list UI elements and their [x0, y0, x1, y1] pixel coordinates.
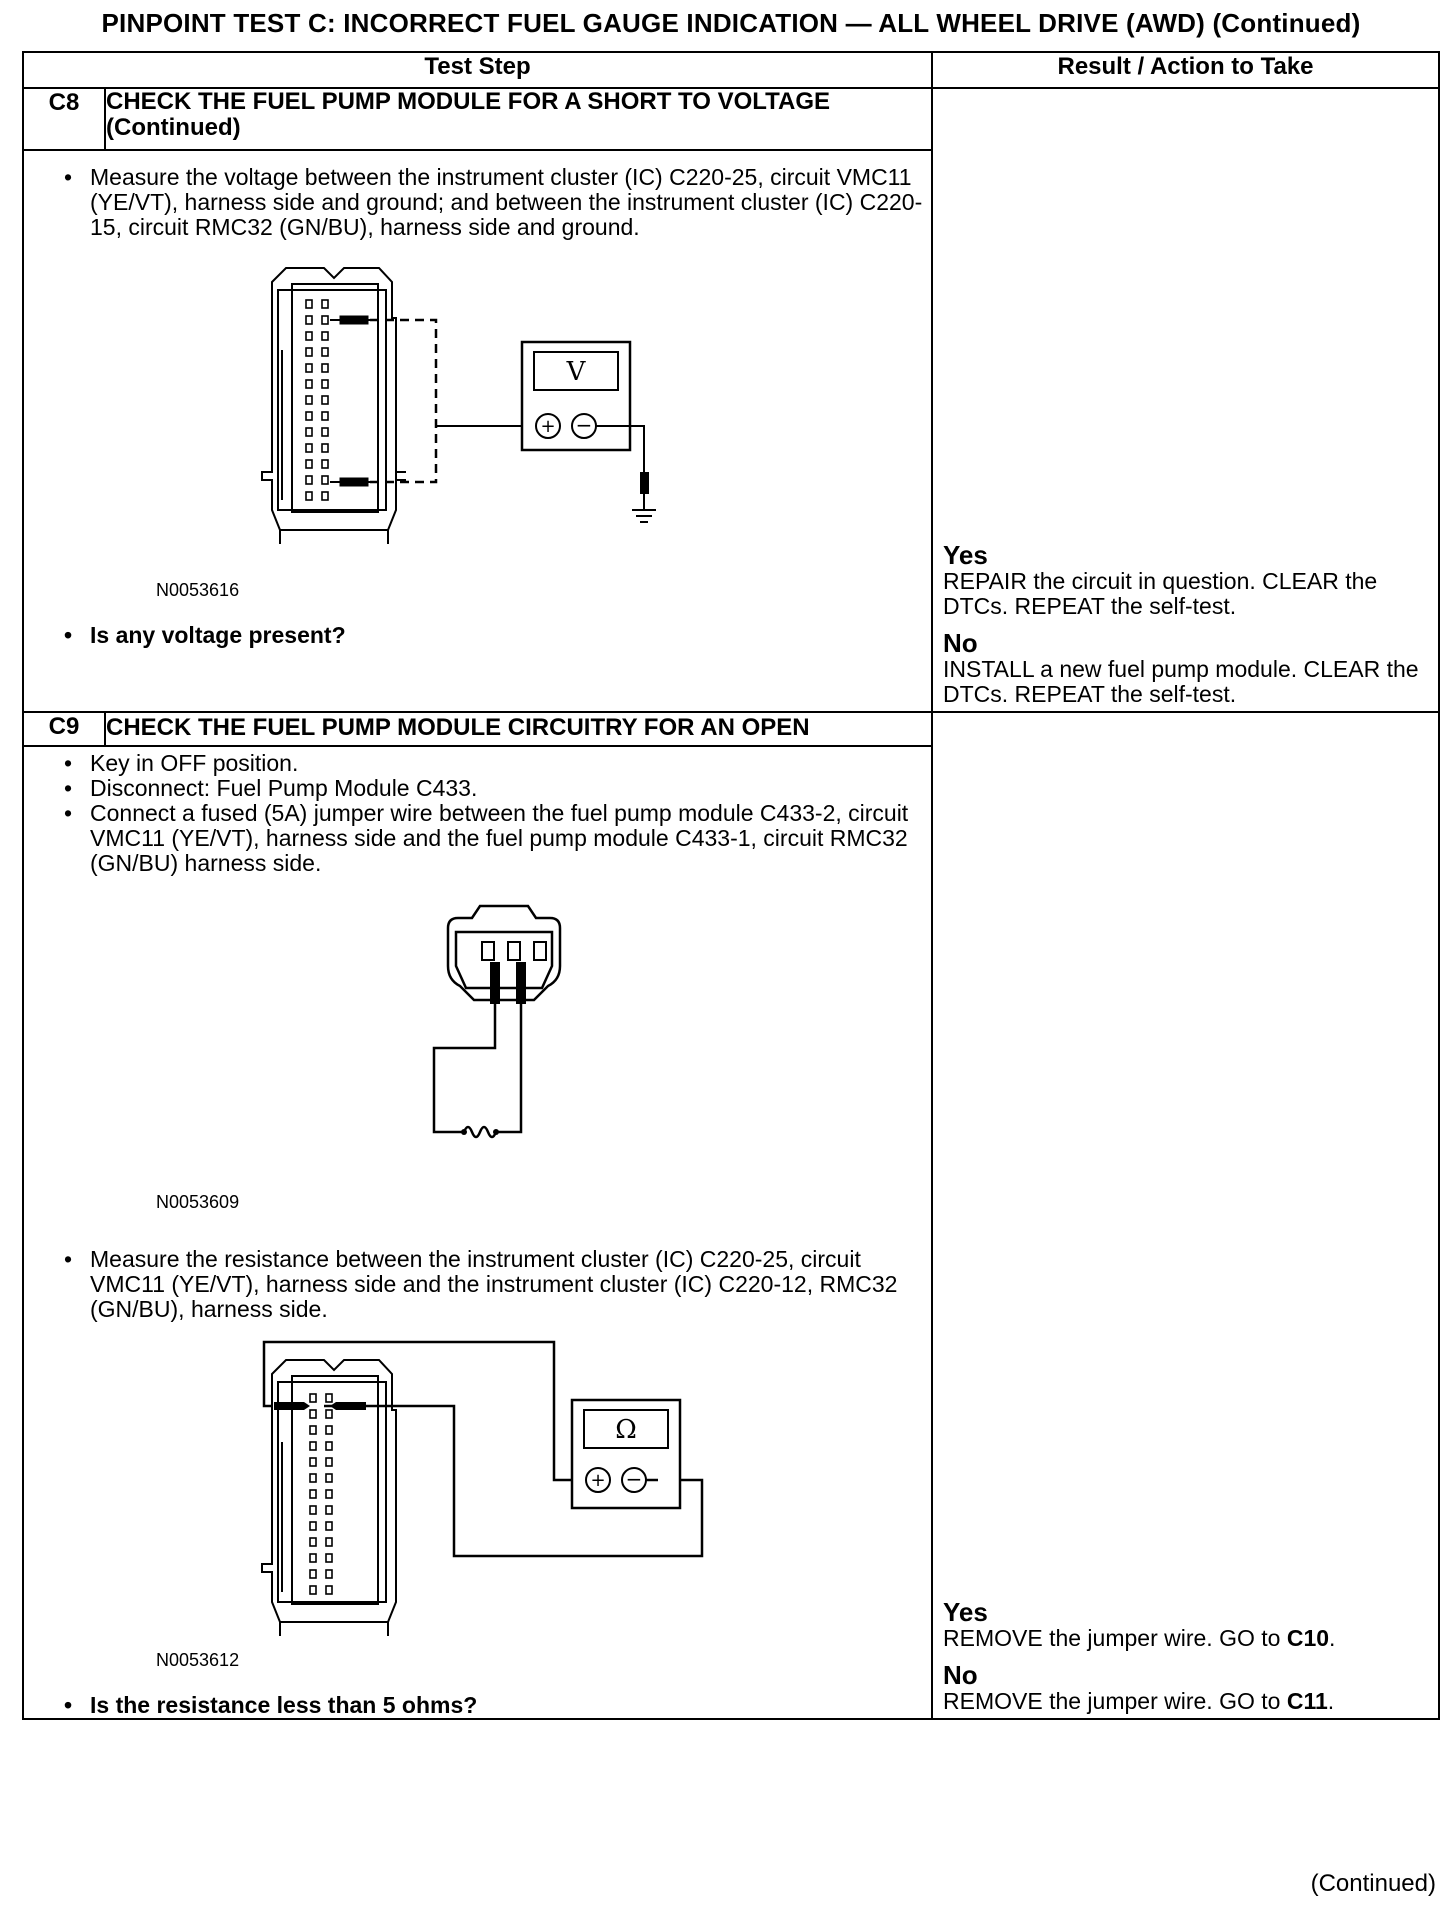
header-row: [23, 52, 1439, 88]
result-header: Result / Action to Take: [932, 52, 1439, 88]
pinpoint-test-table: [22, 51, 1440, 1720]
voltage-diagram-icon: [174, 240, 774, 580]
step-c9-result: [932, 712, 1439, 1719]
no-label: No: [943, 1660, 978, 1690]
instruction: • Measure the resistance between the instrument cluster (IC) C220-25, circuit VMC11 (YE/VT), harness side and the instrument cluster (IC) C220-12, RMC32 (GN/BU), harness side.: [64, 1247, 931, 1322]
yes-action: REPAIR the circuit in question. CLEAR the DTCs. REPEAT the self-test.: [943, 568, 1378, 619]
no-action: INSTALL a new fuel pump module. CLEAR the DTCs. REPEAT the self-test.: [943, 656, 1419, 707]
svg-text:−: −: [575, 413, 593, 437]
step-c9-title-row: [23, 712, 1439, 746]
test-step-header: Test Step: [23, 52, 932, 88]
jumper-figure: [24, 876, 931, 1192]
step-c8-body: [23, 150, 932, 712]
instruction: • Disconnect: Fuel Pump Module C433.: [64, 776, 931, 801]
goto-c10-link: C10: [1286, 1625, 1330, 1651]
instruction: • Measure the voltage between the instrument cluster (IC) C220-25, circuit VMC11 (YE/VT), harness side and ground; and between the instrument cluster (IC) C220-15, circuit RMC32 (GN/BU), harness side and ground.: [64, 165, 931, 240]
step-title: CHECK THE FUEL PUMP MODULE CIRCUITRY FOR AN OPEN: [105, 712, 932, 746]
step-c8-title-row: [23, 88, 1439, 150]
meter-symbol: Ω: [615, 1415, 637, 1445]
meter-symbol: V: [566, 357, 586, 387]
svg-text:−: −: [625, 1467, 643, 1491]
question: • Is the resistance less than 5 ohms?: [64, 1693, 931, 1718]
goto-c11-link: C11: [1286, 1688, 1328, 1714]
jumper-diagram-icon: [404, 876, 704, 1192]
continued-note: (Continued): [1310, 1870, 1436, 1897]
figure-id: N0053612: [156, 1650, 240, 1670]
svg-text:+: +: [540, 416, 556, 437]
step-number: C9: [23, 712, 105, 746]
page-title: PINPOINT TEST C: INCORRECT FUEL GAUGE INDICATION — ALL WHEEL DRIVE (AWD) (Continued): [101, 8, 1361, 38]
yes-label: Yes: [943, 1597, 988, 1627]
instruction: • Connect a fused (5A) jumper wire between the fuel pump module C433-2, circuit VMC11 (YE/VT), harness side and the fuel pump module C433-1, circuit RMC32 (GN/BU) harness side.: [64, 801, 931, 876]
yes-label: Yes: [943, 540, 988, 570]
step-c9-body: [23, 746, 932, 1719]
step-c8-result: [932, 88, 1439, 712]
resistance-diagram-icon: [174, 1332, 774, 1650]
figure-id: N0053609: [156, 1192, 240, 1212]
no-action: REMOVE the jumper wire. GO to C11.: [943, 1688, 1335, 1714]
resistance-test-figure: [24, 1332, 931, 1650]
svg-text:+: +: [590, 1470, 606, 1491]
voltage-test-figure: [24, 240, 931, 580]
yes-action: REMOVE the jumper wire. GO to C10.: [943, 1625, 1336, 1651]
step-title: CHECK THE FUEL PUMP MODULE FOR A SHORT TO VOLTAGE (Continued): [105, 88, 932, 150]
question: • Is any voltage present?: [64, 623, 931, 648]
step-number: C8: [23, 88, 105, 150]
instruction: • Key in OFF position.: [64, 751, 931, 776]
no-label: No: [943, 628, 978, 658]
figure-id: N0053616: [156, 580, 240, 600]
